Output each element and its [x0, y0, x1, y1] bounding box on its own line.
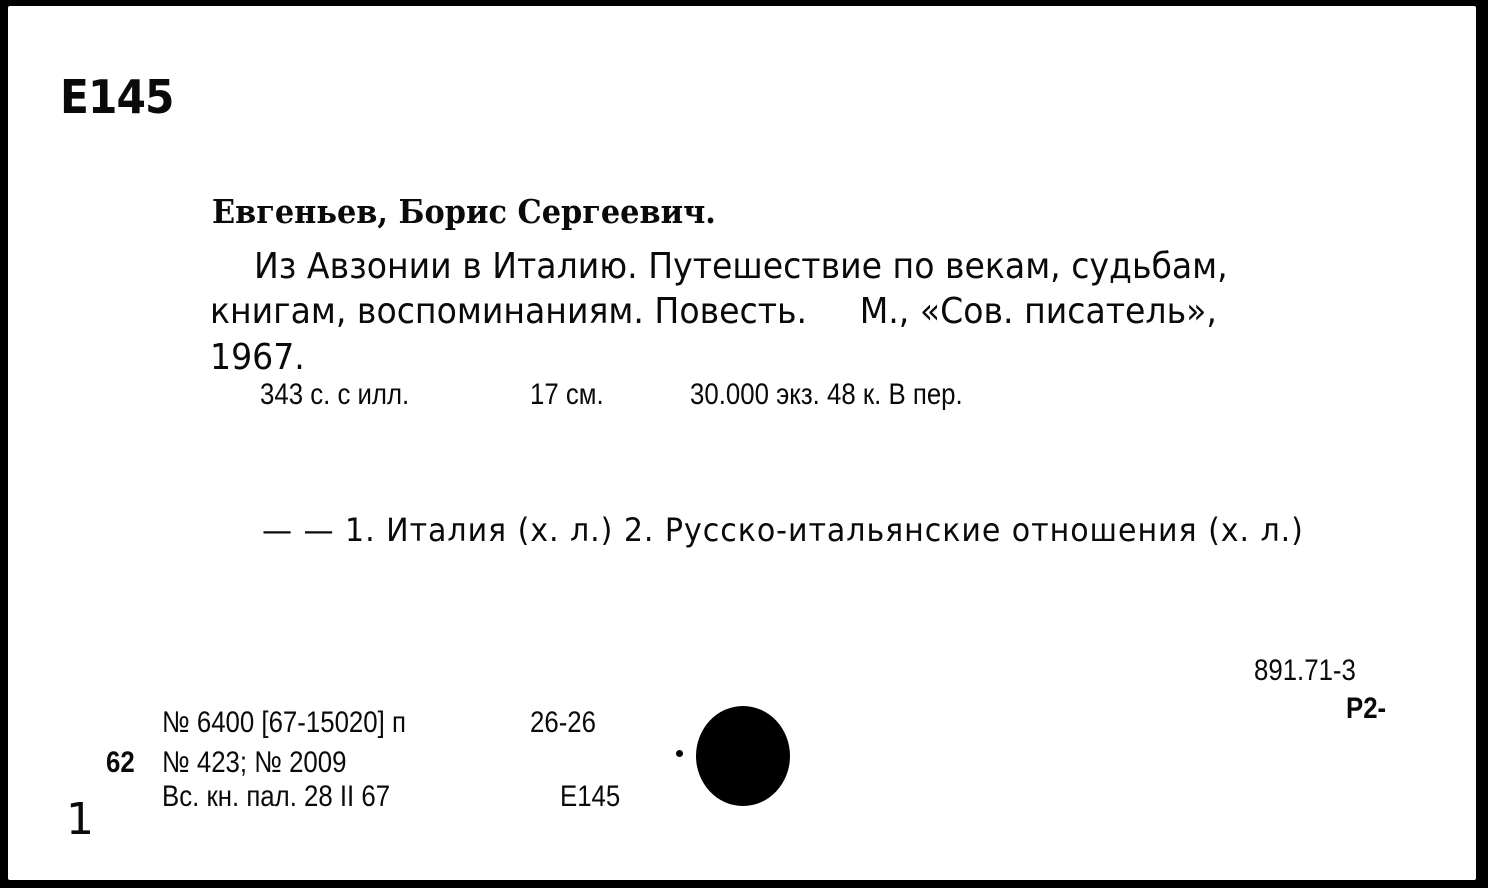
- catalog-card: [8, 6, 1476, 880]
- ink-speck: [676, 750, 683, 757]
- title-line-2: книгам, воспоминаниям. Повесть. М., «Сов. писатель»,: [210, 291, 1217, 332]
- physical-pages: 343 с. с илл.: [260, 378, 410, 411]
- footer-line2-prefix: 62: [106, 746, 135, 779]
- physical-edition: 30.000 экз. 48 к. В пер.: [690, 378, 963, 411]
- title-line-3: 1967.: [210, 337, 305, 378]
- subject-headings: — — 1. Италия (х. л.) 2. Русско-итальянские отношения (х. л.): [262, 511, 1304, 549]
- udc-classification: 891.71-3: [1254, 654, 1356, 687]
- physical-size: 17 см.: [530, 378, 604, 411]
- footer-line2-text: № 423; № 2009: [162, 746, 347, 779]
- title-line-1: Из Авзонии в Италию. Путешествие по векам, судьбам,: [254, 246, 1228, 287]
- footer-line3-text: Вс. кн. пал. 28 II 67: [162, 780, 391, 813]
- footer-registry-number: № 6400 [67-15020] п: [162, 706, 406, 739]
- author-heading: Евгеньев, Борис Сергеевич.: [212, 192, 716, 231]
- punch-hole-dot: [696, 706, 790, 806]
- footer-registry-code: 26-26: [530, 706, 596, 739]
- shelf-mark: Р2-: [1346, 692, 1387, 725]
- call-number: E145: [60, 70, 174, 124]
- footer-line3-code: E145: [560, 780, 621, 813]
- margin-mark: 1: [66, 794, 94, 845]
